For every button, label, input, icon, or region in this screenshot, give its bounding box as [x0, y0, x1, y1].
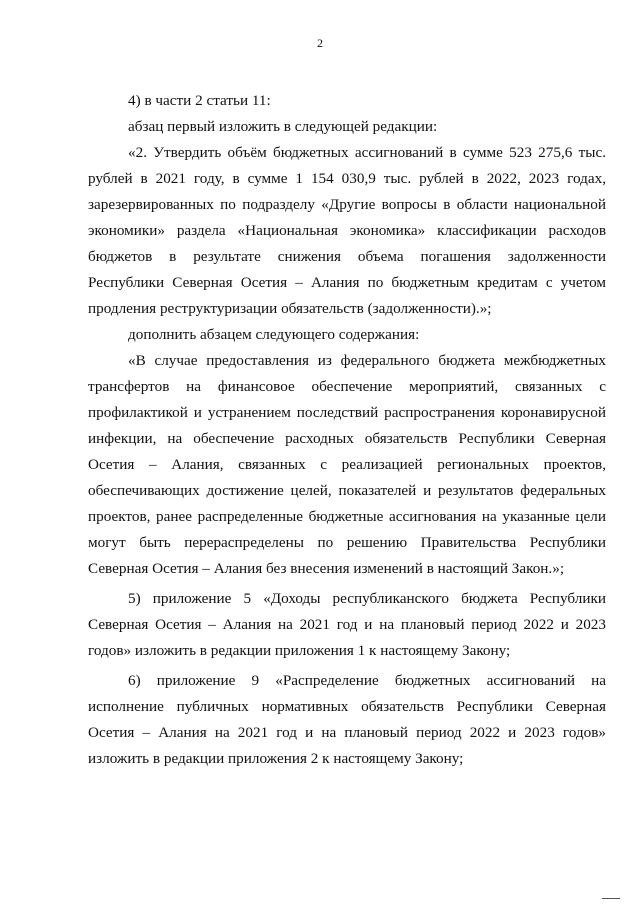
document-body: [88, 88, 606, 772]
paragraph-item-4: 4) в части 2 статьи 11:: [128, 92, 271, 109]
paragraph-item-5: 5) приложение 5 «Доходы республиканского бюджета Республики Северная Осетия – Алания на 2021 год и на плановый период 2022 и 2023 годов» изложить в редакции приложения 1 к настоящему Закону;: [88, 590, 606, 659]
page-number: 2: [317, 36, 323, 50]
paragraph-add-abzac: дополнить абзацем следующего содержания:: [128, 326, 420, 343]
footer-mark: [602, 898, 620, 899]
paragraph-first-abzac: абзац первый изложить в следующей редакции:: [128, 118, 438, 135]
paragraph-quoted-amendment: «2. Утвердить объём бюджетных ассигнований в сумме 523 275,6 тыс. рублей в 2021 году, в сумме 1 154 030,9 тыс. рублей в 2022, 2023 годах, зарезервированных по подразделу «Другие вопросы в области национальной экономики» раздела «Национальная экономика» классификации расходов бюджетов в результате снижения объема погашения задолженности Республики Северная Осетия – Алания по бюджетным кредитам с учетом продления реструктуризации обязательств (задолженности).»;: [88, 144, 606, 317]
paragraph-item-6: 6) приложение 9 «Распределение бюджетных ассигнований на исполнение публичных нормативных обязательств Республики Северная Осетия – Алания на 2021 год и на плановый период 2022 и 2023 годов» изложить в редакции приложения 2 к настоящему Закону;: [88, 672, 606, 767]
paragraph-transfers-clause: «В случае предоставления из федерального бюджета межбюджетных трансфертов на финансовое обеспечение мероприятий, связанных с профилактикой и устранением последствий распространения коронавирусной инфекции, на обеспечение расходных обязательств Республики Северная Осетия – Алания, связанных с реализацией региональных проектов, обеспечивающих достижение целей, показателей и результатов федеральных проектов, ранее распределенные бюджетные ассигнования на указанные цели могут быть перераспределены по решению Правительства Республики Северная Осетия – Алания без внесения изменений в настоящий Закон.»;: [88, 352, 606, 577]
